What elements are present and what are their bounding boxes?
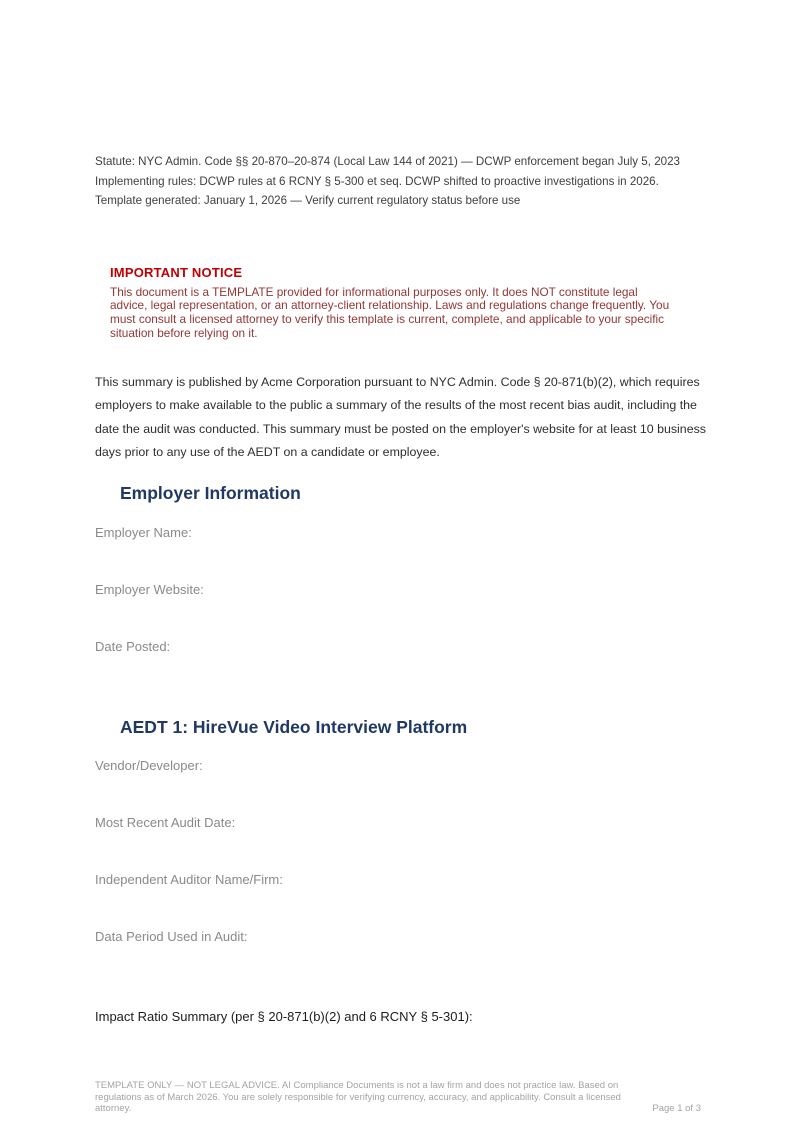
statute-line: Statute: NYC Admin. Code §§ 20-870–20-874 (Local Law 144 of 2021) — DCWP enforcement began July 5, 2023 [95,155,680,168]
statute-block [95,152,720,211]
employer-information-fields [95,525,720,696]
notice-title: IMPORTANT NOTICE [110,264,243,280]
field-label-data-period: Data Period Used in Audit: [95,929,248,945]
intro-paragraph: This summary is published by Acme Corporation pursuant to NYC Admin. Code § 20-871(b)(2), which requires employers to make available to the public a summary of the results of the most recent bias audit, including the date the audit was conducted. This summary must be posted on the employer's website for at least 10 business days prior to any use of the AEDT on a candidate or employee. [95,374,706,459]
field-label-independent-auditor: Independent Auditor Name/Firm: [95,872,283,888]
notice-body: This document is a TEMPLATE provided for informational purposes only. It does NOT constitute legal advice, legal representation, or an attorney-client relationship. Laws and regulations change frequently. You must consult a licensed attorney to verify this template is current, complete, and applicable to your specific situation before relying on it. [110,284,670,340]
section-employer-information [95,482,720,696]
section-aedt-1 [95,716,720,986]
impact-ratio-summary-line: Impact Ratio Summary (per § 20-871(b)(2) and 6 RCNY § 5-301): [95,1009,473,1025]
field-label-most-recent-audit-date: Most Recent Audit Date: [95,815,236,831]
document-content [95,152,720,1024]
employer-information-heading: Employer Information [120,483,301,504]
aedt-1-heading: AEDT 1: HireVue Video Interview Platform [120,717,468,738]
field-label-employer-website: Employer Website: [95,582,204,598]
aedt-1-fields [95,758,720,986]
footer-disclaimer: TEMPLATE ONLY — NOT LEGAL ADVICE. AI Compliance Documents is not a law firm and does not practice law. Based on regulations as of March 2026. You are solely responsible for verifying currency, accuracy, and applicability. Consult a licensed attorney. [95,1080,621,1115]
implementing-rules-line: Implementing rules: DCWP rules at 6 RCNY § 5-300 et seq. DCWP shifted to proactive investigations in 2026. [95,174,659,188]
important-notice-block [95,265,720,341]
template-generated-line: Template generated: January 1, 2026 — Verify current regulatory status before use [95,194,521,207]
page-footer [95,1080,701,1115]
page-number: Page 1 of 3 [652,1103,701,1115]
field-label-date-posted: Date Posted: [95,639,171,655]
field-label-vendor-developer: Vendor/Developer: [95,758,203,774]
field-label-employer-name: Employer Name: [95,525,192,541]
